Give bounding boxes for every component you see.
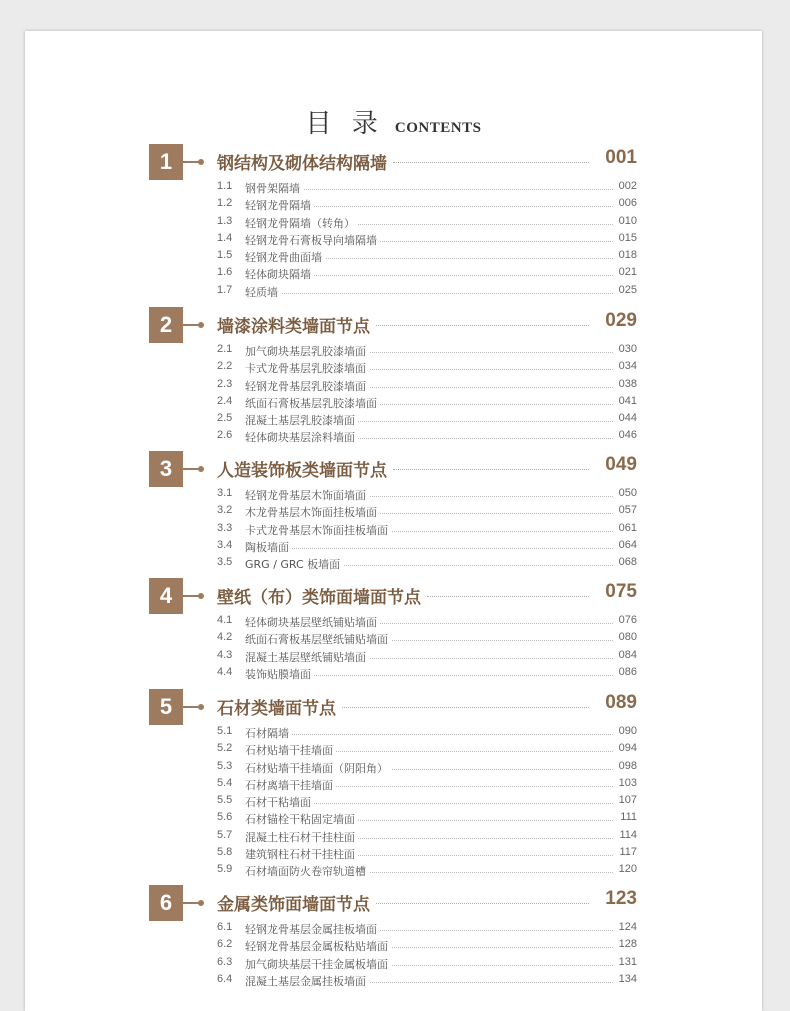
toc-entry[interactable] [149, 266, 637, 283]
leader-dots [249, 734, 613, 735]
toc-entry[interactable] [149, 863, 637, 880]
section-page-number: 075 [605, 581, 637, 602]
entry-label: 钢骨架隔墙 [245, 180, 303, 196]
entry-label: 轻钢龙骨基层金属挂板墙面 [245, 921, 380, 937]
toc-entry[interactable] [149, 938, 637, 955]
section-page-number: 049 [605, 454, 637, 475]
entry-label: 轻钢龙骨隔墙 [245, 197, 314, 213]
entry-page-number: 111 [620, 811, 637, 824]
section-heading[interactable] [149, 885, 637, 921]
toc-entry[interactable] [149, 232, 637, 249]
toc-entry[interactable] [149, 360, 637, 377]
entry-number: 2.2 [217, 360, 233, 373]
leader-dots [376, 903, 589, 904]
entry-number: 5.3 [217, 759, 233, 772]
toc-entry[interactable] [149, 956, 637, 973]
entry-number: 1.2 [217, 197, 233, 210]
section-number-badge: 3 [149, 451, 183, 487]
entry-page-number: 034 [618, 360, 637, 373]
toc-entry[interactable] [149, 794, 637, 811]
entry-label: 轻钢龙骨隔墙（转角） [245, 215, 358, 231]
entry-number: 2.4 [217, 394, 233, 407]
toc-entry[interactable] [149, 487, 637, 504]
section-page-number: 001 [605, 147, 637, 168]
toc-entry[interactable] [149, 777, 637, 794]
entry-number: 5.9 [217, 863, 233, 876]
toc-entry[interactable] [149, 631, 637, 648]
section-page-number: 089 [605, 692, 637, 713]
entry-label: 混凝土柱石材干挂柱面 [245, 829, 358, 845]
entry-number: 1.1 [217, 180, 233, 192]
toc-section-3 [149, 451, 637, 573]
entry-page-number: 090 [618, 725, 637, 737]
connector-line [183, 595, 202, 597]
entry-page-number: 117 [619, 846, 637, 859]
section-heading[interactable] [149, 307, 637, 343]
entry-label: 轻钢龙骨石膏板导向墙隔墙 [245, 232, 380, 248]
entry-number: 6.4 [217, 972, 233, 985]
entry-label: 加气砌块基层干挂金属板墙面 [245, 956, 391, 972]
title-english: CONTENTS [394, 120, 482, 136]
leader-dots [249, 293, 613, 294]
entry-number: 1.3 [217, 214, 233, 227]
entry-label: 轻钢龙骨基层木饰面墙面 [245, 487, 369, 503]
entry-page-number: 050 [618, 487, 637, 499]
toc-entry[interactable] [149, 725, 637, 742]
page-title [25, 103, 762, 140]
entry-number: 1.5 [217, 249, 233, 262]
toc-entry[interactable] [149, 760, 637, 777]
entry-page-number: 002 [618, 180, 637, 192]
entry-label: 石材墙面防火卷帘轨道槽 [245, 863, 369, 879]
section-items [149, 614, 637, 683]
leader-dots [427, 596, 589, 597]
entry-page-number: 041 [618, 394, 637, 407]
entry-page-number: 030 [618, 343, 637, 355]
title-chinese: 目 录 [305, 109, 384, 139]
entry-page-number: 131 [618, 955, 637, 968]
entry-page-number: 018 [618, 249, 637, 262]
connector-line [183, 324, 202, 326]
toc-entry[interactable] [149, 556, 637, 573]
toc-entry[interactable] [149, 378, 637, 395]
toc-entry[interactable] [149, 811, 637, 828]
section-page-number: 123 [605, 888, 637, 909]
toc-entry[interactable] [149, 343, 637, 360]
leader-dots [393, 162, 589, 163]
entry-number: 4.2 [217, 631, 233, 644]
entry-number: 5.5 [217, 794, 233, 807]
entry-page-number: 061 [618, 521, 637, 534]
entry-page-number: 107 [618, 794, 637, 807]
entry-number: 5.1 [217, 725, 233, 737]
leader-dots [376, 325, 589, 326]
entry-label: 混凝土基层乳胶漆墙面 [245, 412, 358, 428]
section-number-badge: 2 [149, 307, 183, 343]
entry-page-number: 057 [618, 504, 637, 517]
section-heading[interactable] [149, 689, 637, 725]
section-title: 金属类饰面墙面节点 [217, 895, 370, 915]
section-number-badge: 5 [149, 689, 183, 725]
entry-page-number: 006 [618, 197, 637, 210]
toc-entry[interactable] [149, 846, 637, 863]
entry-page-number: 086 [618, 665, 637, 678]
entry-number: 6.3 [217, 955, 233, 968]
entry-page-number: 128 [618, 938, 637, 951]
toc-entry[interactable] [149, 429, 637, 446]
toc-entry[interactable] [149, 215, 637, 232]
section-number-badge: 4 [149, 578, 183, 614]
entry-number: 1.7 [217, 283, 233, 296]
section-title: 石材类墙面节点 [217, 699, 336, 719]
entry-page-number: 094 [618, 742, 637, 755]
entry-number: 2.5 [217, 412, 233, 425]
toc-section-2 [149, 307, 637, 447]
leader-dots [393, 469, 589, 470]
entry-label: 轻钢龙骨曲面墙 [245, 249, 325, 265]
entry-label: 轻体砌块隔墙 [245, 266, 314, 282]
entry-number: 4.4 [217, 665, 233, 678]
connector-line [183, 902, 202, 904]
entry-page-number: 021 [618, 266, 637, 279]
entry-label: 轻钢龙骨基层乳胶漆墙面 [245, 378, 369, 394]
section-title: 钢结构及砌体结构隔墙 [217, 154, 387, 174]
entry-page-number: 084 [618, 648, 637, 661]
entry-number: 6.2 [217, 938, 233, 951]
entry-number: 4.3 [217, 648, 233, 661]
toc-entry[interactable] [149, 504, 637, 521]
section-items [149, 921, 637, 990]
toc-entry[interactable] [149, 666, 637, 683]
entry-page-number: 064 [618, 538, 637, 551]
section-items [149, 725, 637, 881]
entry-label: 石材贴墙干挂墙面 [245, 742, 336, 758]
entry-number: 5.7 [217, 828, 233, 841]
toc-section-1 [149, 144, 637, 301]
entry-page-number: 134 [618, 972, 637, 985]
entry-page-number: 114 [619, 828, 637, 841]
entry-label: 混凝土基层壁纸铺贴墙面 [245, 649, 369, 665]
connector-line [183, 706, 202, 708]
toc-section-4 [149, 578, 637, 683]
entry-number: 1.4 [217, 231, 233, 244]
toc-entry[interactable] [149, 829, 637, 846]
entry-label: 装饰贴膜墙面 [245, 666, 314, 682]
entry-label: 石材贴墙干挂墙面（阴阳角） [245, 760, 391, 776]
entry-page-number: 076 [618, 614, 637, 626]
entry-label: 陶板墙面 [245, 539, 292, 555]
toc-entry[interactable] [149, 742, 637, 759]
section-title: 人造装饰板类墙面节点 [217, 461, 387, 481]
entry-label: 纸面石膏板基层乳胶漆墙面 [245, 395, 380, 411]
entry-label: 卡式龙骨基层乳胶漆墙面 [245, 360, 369, 376]
toc-section-5 [149, 689, 637, 881]
entry-label: 轻体砌块基层壁纸铺贴墙面 [245, 614, 380, 630]
entry-number: 3.5 [217, 556, 233, 569]
entry-page-number: 015 [618, 231, 637, 244]
entry-label: 轻体砌块基层涂料墙面 [245, 429, 358, 445]
leader-dots [249, 189, 613, 190]
section-heading[interactable] [149, 451, 637, 487]
entry-number: 3.3 [217, 521, 233, 534]
entry-label: 石材干粘墙面 [245, 794, 314, 810]
entry-number: 2.3 [217, 377, 233, 390]
toc-entry[interactable] [149, 197, 637, 214]
entry-page-number: 103 [618, 776, 637, 789]
section-page-number: 029 [605, 310, 637, 331]
entry-label: 木龙骨基层木饰面挂板墙面 [245, 504, 380, 520]
entry-label: 混凝土基层金属挂板墙面 [245, 973, 369, 989]
leader-dots [342, 707, 589, 708]
entry-label: 卡式龙骨基层木饰面挂板墙面 [245, 522, 391, 538]
entry-page-number: 038 [618, 377, 637, 390]
toc-entry[interactable] [149, 180, 637, 197]
entry-page-number: 044 [618, 412, 637, 425]
entry-page-number: 025 [618, 283, 637, 296]
section-number-badge: 6 [149, 885, 183, 921]
entry-label: 建筑钢柱石材干挂柱面 [245, 846, 358, 862]
toc-entry[interactable] [149, 522, 637, 539]
entry-number: 4.1 [217, 614, 233, 626]
entry-page-number: 010 [618, 214, 637, 227]
entry-number: 3.1 [217, 487, 233, 499]
toc-entry[interactable] [149, 284, 637, 301]
entry-label: 石材隔墙 [245, 725, 292, 741]
toc-entry[interactable] [149, 395, 637, 412]
entry-label: 轻质墙 [245, 284, 281, 300]
toc-entry[interactable] [149, 649, 637, 666]
toc-section-6 [149, 885, 637, 990]
section-heading[interactable] [149, 578, 637, 614]
leader-dots [249, 548, 613, 549]
toc-entry[interactable] [149, 973, 637, 990]
connector-line [183, 161, 202, 163]
entry-number: 3.2 [217, 504, 233, 517]
toc-entry[interactable] [149, 614, 637, 631]
entry-number: 5.8 [217, 846, 233, 859]
entry-label: GRG / GRC 板墙面 [245, 556, 343, 572]
entry-page-number: 080 [618, 631, 637, 644]
entry-label: 石材锚栓干粘固定墙面 [245, 811, 358, 827]
entry-page-number: 124 [618, 921, 637, 933]
entry-number: 2.1 [217, 343, 233, 355]
entry-number: 5.6 [217, 811, 233, 824]
connector-line [183, 468, 202, 470]
entry-label: 石材离墙干挂墙面 [245, 777, 336, 793]
section-heading[interactable] [149, 144, 637, 180]
entry-label: 轻钢龙骨基层金属板粘贴墙面 [245, 938, 391, 954]
section-title: 墙漆涂料类墙面节点 [217, 317, 370, 337]
entry-label: 纸面石膏板基层壁纸铺贴墙面 [245, 631, 391, 647]
section-number-badge: 1 [149, 144, 183, 180]
entry-number: 2.6 [217, 429, 233, 442]
entry-number: 6.1 [217, 921, 233, 933]
section-items [149, 343, 637, 447]
entry-page-number: 068 [618, 556, 637, 569]
toc-entry[interactable] [149, 412, 637, 429]
entry-page-number: 120 [618, 863, 637, 876]
entry-number: 3.4 [217, 538, 233, 551]
entry-label: 加气砌块基层乳胶漆墙面 [245, 343, 369, 359]
toc-page [25, 31, 762, 1011]
toc-entry[interactable] [149, 921, 637, 938]
section-items [149, 487, 637, 573]
section-items [149, 180, 637, 301]
entry-number: 5.2 [217, 742, 233, 755]
section-title: 壁纸（布）类饰面墙面节点 [217, 588, 421, 608]
entry-number: 5.4 [217, 776, 233, 789]
toc-entry[interactable] [149, 249, 637, 266]
entry-number: 1.6 [217, 266, 233, 279]
toc-entry[interactable] [149, 539, 637, 556]
entry-page-number: 098 [618, 759, 637, 772]
entry-page-number: 046 [618, 429, 637, 442]
